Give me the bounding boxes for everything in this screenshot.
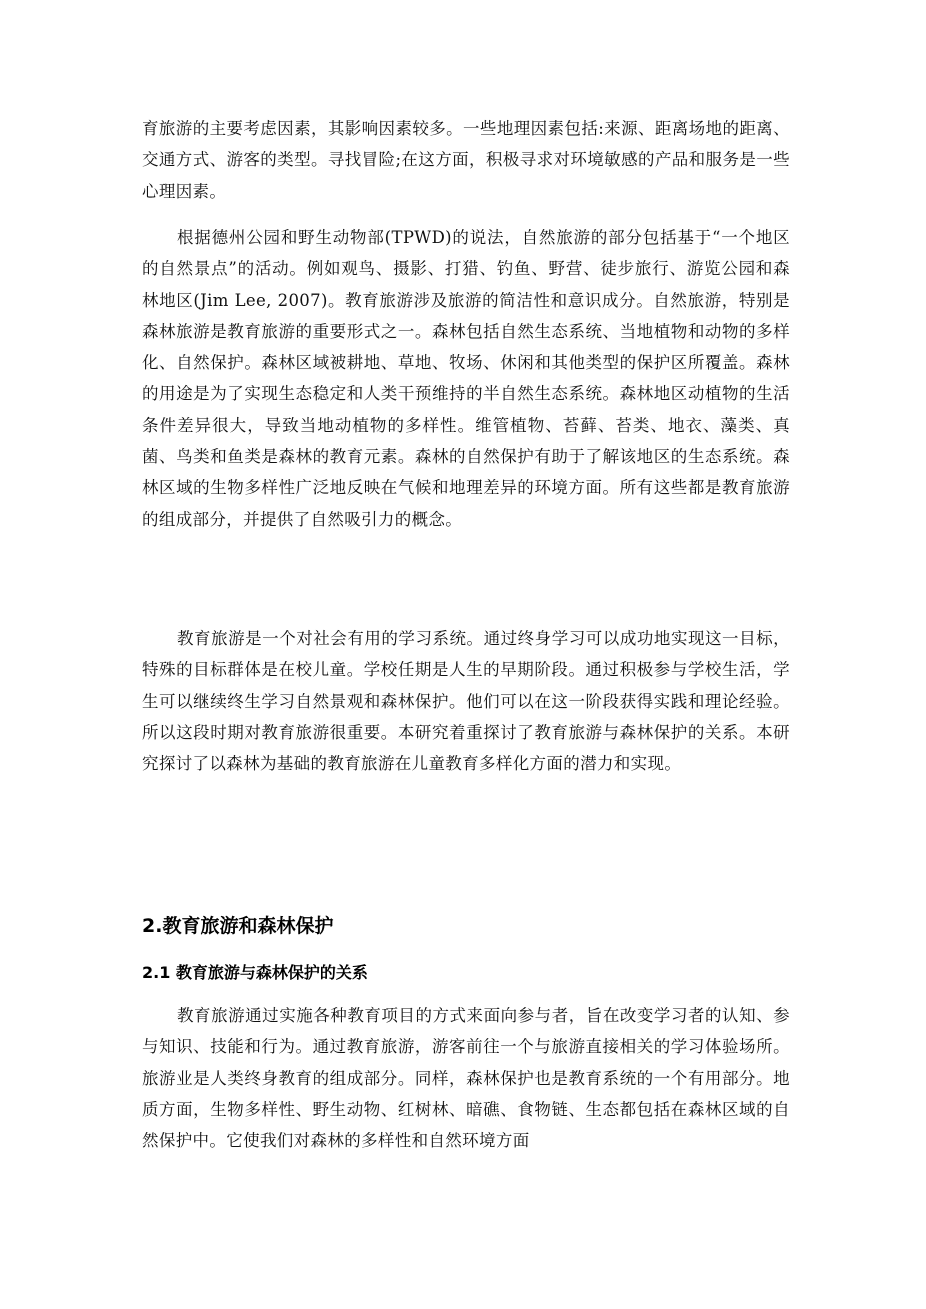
- section-2-1-heading: 2.1 教育旅游与森林保护的关系: [142, 963, 368, 982]
- paragraph-continuation: 育旅游的主要考虑因素，其影响因素较多。一些地理因素包括:来源、距离场地的距离、交通方式、游客的类型。寻找冒险;在这方面，积极寻求对环境敏感的产品和服务是一些心理因素。: [142, 119, 790, 201]
- paragraph-relationship: 教育旅游通过实施各种教育项目的方式来面向参与者，旨在改变学习者的认知、参与知识、技能和行为。通过教育旅游，游客前往一个与旅游直接相关的学习体验场所。旅游业是人类终身教育的组成部分。同样，森林保护也是教育系统的一个有用部分。地质方面，生物多样性、野生动物、红树林、暗礁、食物链、生态都包括在森林区域的自然保护中。它使我们对森林的多样性和自然环境方面: [142, 1006, 790, 1151]
- section-2-heading: 2.教育旅游和森林保护: [142, 915, 334, 937]
- paragraph-education-tourism: 教育旅游是一个对社会有用的学习系统。通过终身学习可以成功地实现这一目标，特殊的目标群体是在校儿童。学校任期是人生的早期阶段。通过积极参与学校生活，学生可以继续终生学习自然景观和森林保护。他们可以在这一阶段获得实践和理论经验。所以这段时期对教育旅游很重要。本研究着重探讨了教育旅游与森林保护的关系。本研究探讨了以森林为基础的教育旅游在儿童教育多样化方面的潜力和实现。: [142, 629, 790, 774]
- paragraph-nature-tourism: 根据德州公园和野生动物部(TPWD)的说法，自然旅游的部分包括基于“一个地区的自然景点”的活动。例如观鸟、摄影、打猎、钓鱼、野营、徒步旅行、游览公园和森林地区(Jim Lee, 2007)。教育旅游涉及旅游的简洁性和意识成分。自然旅游，特别是森林旅游是教育旅游的重要形式之一。森林包括自然生态系统、当地植物和动物的多样化、自然保护。森林区域被耕地、草地、牧场、休闲和其他类型的保护区所覆盖。森林的用途是为了实现生态稳定和人类干预维持的半自然生态系统。森林地区动植物的生活条件差异很大，导致当地动植物的多样性。维管植物、苔藓、苔类、地衣、藻类、真菌、鸟类和鱼类是森林的教育元素。森林的自然保护有助于了解该地区的生态系统。森林区域的生物多样性广泛地反映在气候和地理差异的环境方面。所有这些都是教育旅游的组成部分，并提供了自然吸引力的概念。: [142, 228, 790, 529]
